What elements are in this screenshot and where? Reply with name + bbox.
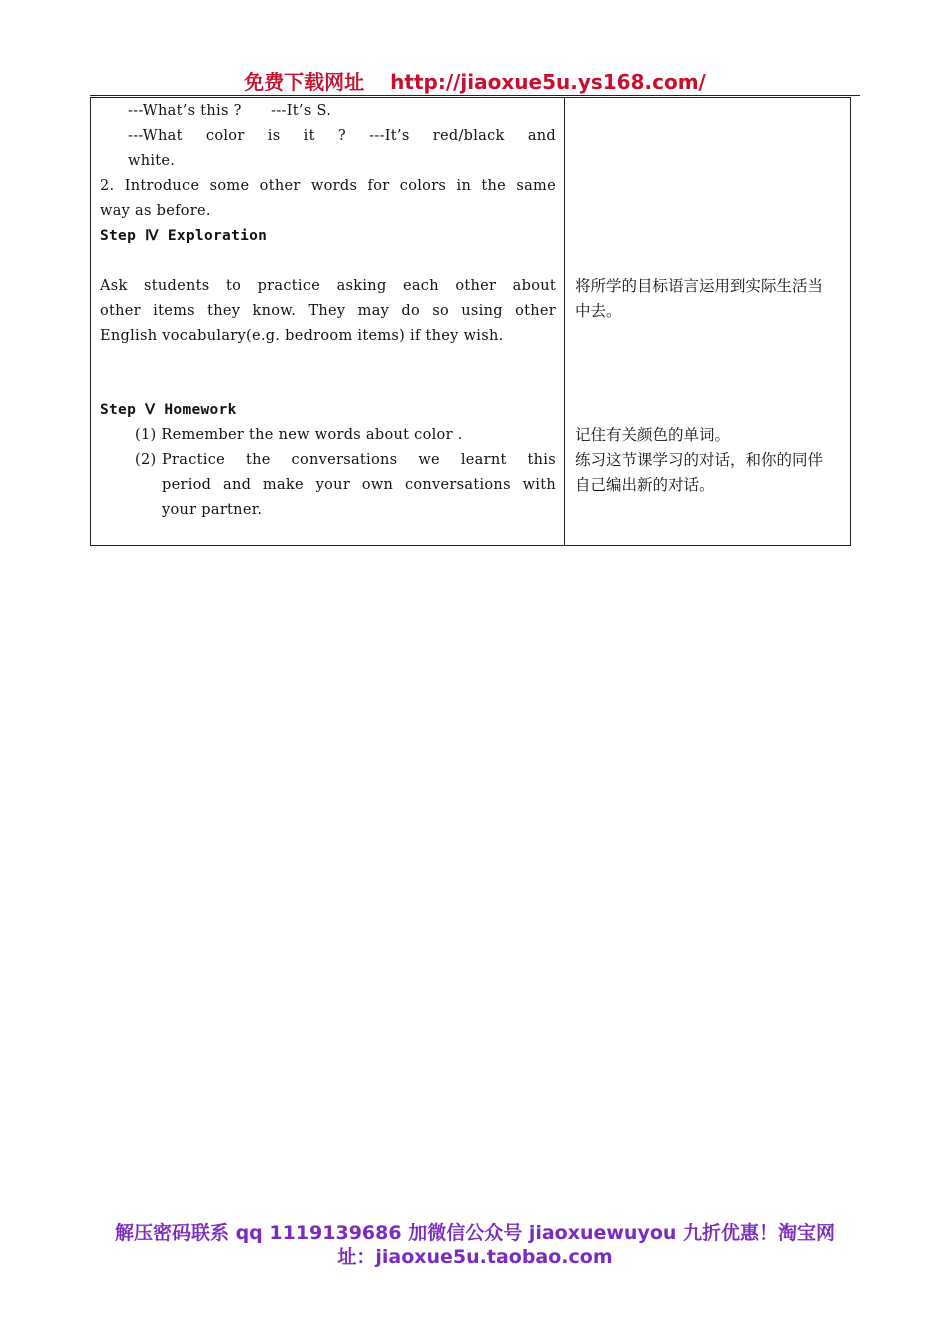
dialog-line-3: white. (128, 153, 176, 169)
dialog-line-1: ---What’s this ? ---It’s S. (128, 103, 332, 119)
homework-note-line-2: 练习这节课学习的对话，和你的同伴 (575, 451, 824, 469)
header-url-link[interactable]: http://jiaoxue5u.ys168.com/ (390, 70, 706, 94)
step-5-title: Step Ⅴ Homework (100, 402, 237, 418)
lesson-table (90, 97, 851, 546)
column-divider (564, 98, 565, 545)
homework-item-2-line-3: your partner. (162, 502, 263, 518)
exploration-line-3: English vocabulary(e.g. bedroom items) if they wish. (100, 328, 504, 344)
exploration-line-2: other items they know. They may do so using other (100, 303, 556, 319)
dialog-line-2: ---What color is it ? ---It’s red/black and (128, 128, 556, 144)
homework-note-line-1: 记住有关颜色的单词。 (575, 426, 731, 444)
intro-line-1: 2. Introduce some other words for colors in the same (100, 178, 556, 194)
homework-item-2-number: (2) (135, 452, 157, 468)
header-rule (90, 95, 860, 96)
page-header (0, 66, 950, 95)
header-label: 免费下载网址 (244, 70, 365, 94)
homework-item-1: (1) Remember the new words about color . (135, 427, 463, 443)
footer-line-2: 址：jiaoxue5u.taobao.com (337, 1246, 613, 1268)
homework-note-line-3: 自己编出新的对话。 (575, 476, 715, 494)
intro-line-2: way as before. (100, 203, 211, 219)
step-4-title: Step Ⅳ Exploration (100, 228, 268, 244)
homework-item-2-line-1: Practice the conversations we learnt this (162, 452, 556, 468)
exploration-note-line-1: 将所学的目标语言运用到实际生活当 (575, 277, 824, 295)
exploration-line-1: Ask students to practice asking each other about (100, 278, 556, 294)
exploration-note-line-2: 中去。 (575, 302, 622, 320)
footer-line-1: 解压密码联系 qq 1119139686 加微信公众号 jiaoxuewuyou 九折优惠！淘宝网 (114, 1222, 836, 1244)
homework-item-2-line-2: period and make your own conversations with (162, 477, 556, 493)
